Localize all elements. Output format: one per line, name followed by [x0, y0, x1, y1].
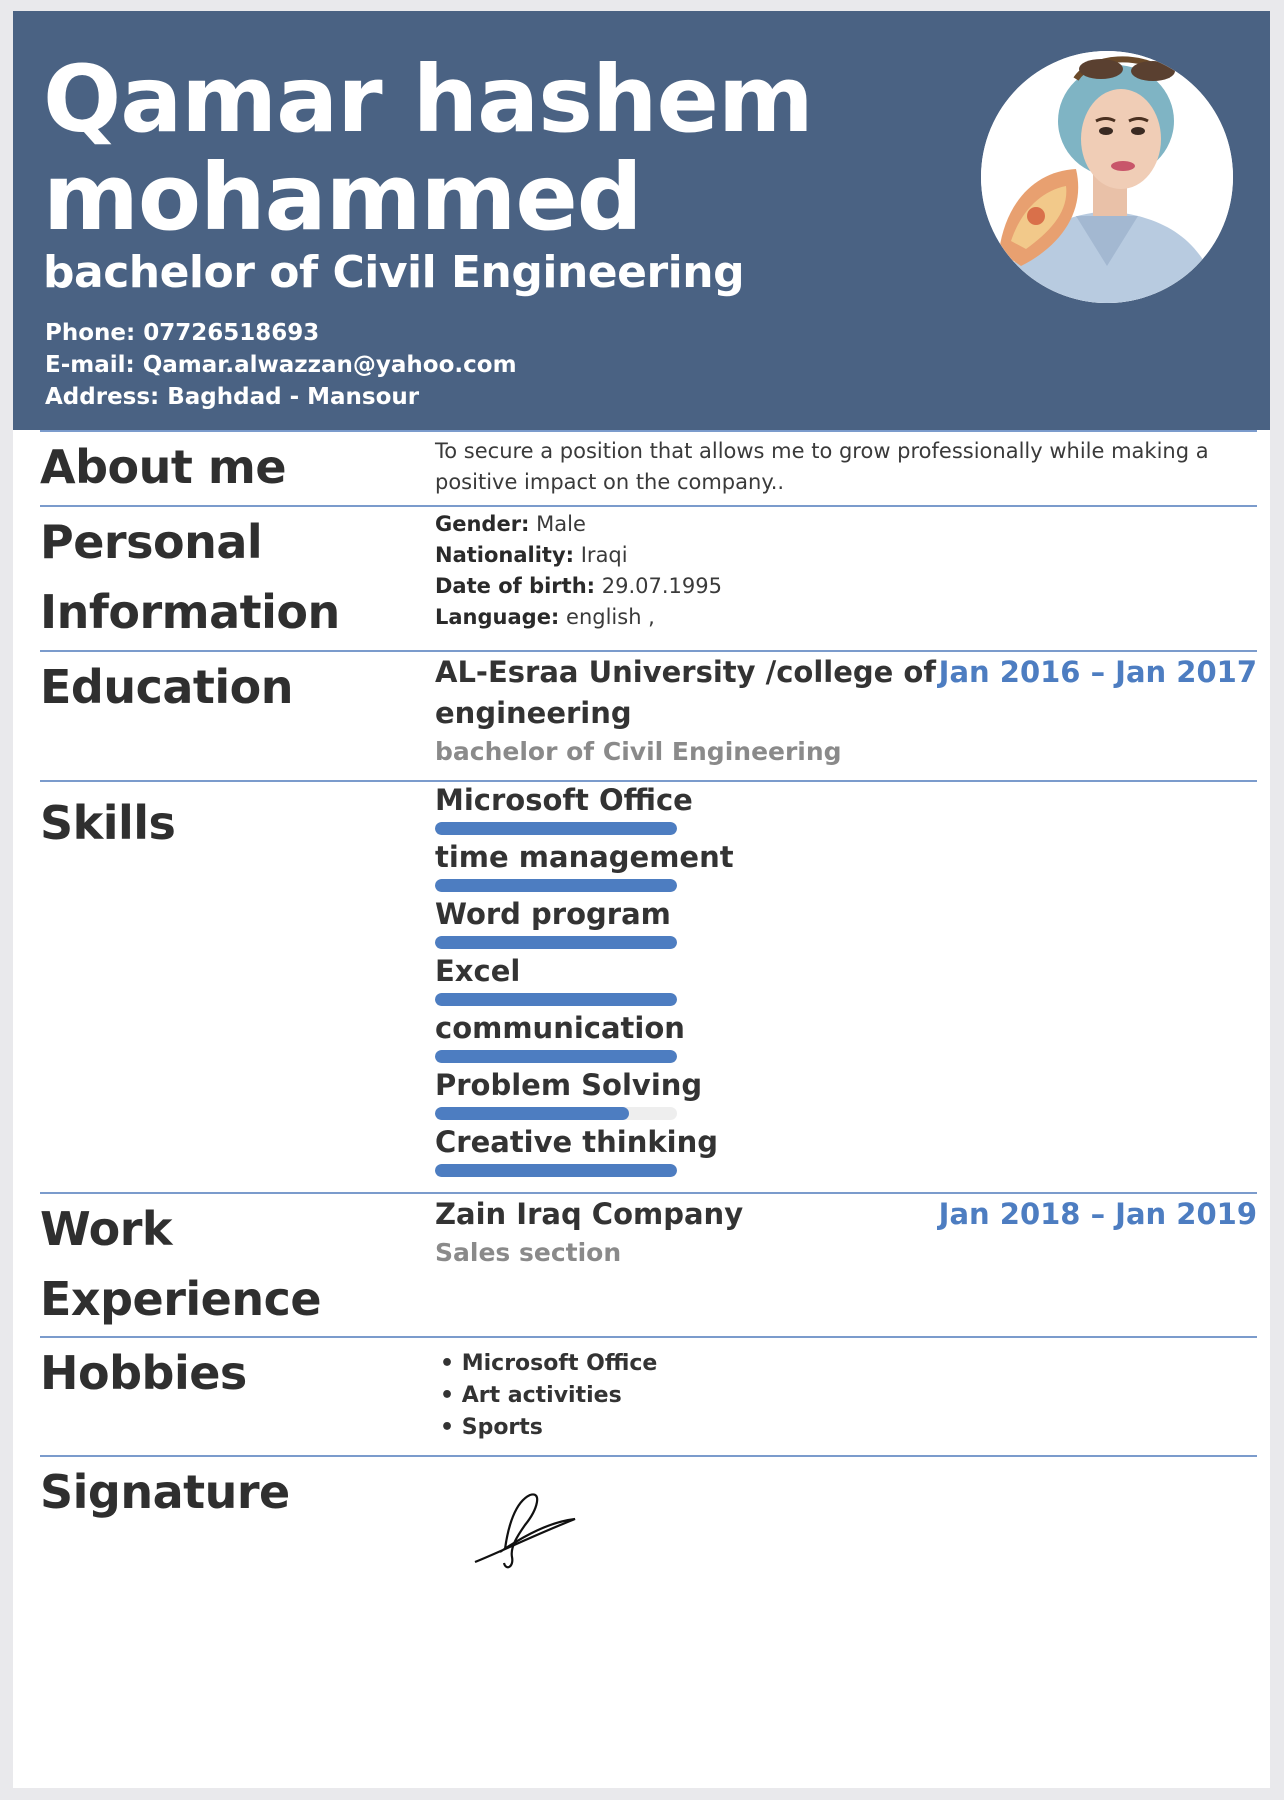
gender-line — [435, 509, 1255, 540]
skill-name: time management — [435, 840, 734, 874]
education-label: Education — [40, 660, 294, 714]
education-dates: Jan 2016 – Jan 2017 — [938, 655, 1257, 689]
work-role: Sales section — [435, 1238, 622, 1267]
skill-item — [435, 782, 735, 835]
skill-bar-fill — [435, 993, 677, 1006]
dob-key: Date of birth: — [435, 574, 596, 598]
job-title: bachelor of Civil Engineering — [43, 247, 745, 298]
contact-info — [45, 317, 517, 413]
gender-key: Gender: — [435, 512, 530, 536]
skill-bar-track — [435, 936, 677, 949]
nationality-line — [435, 540, 1255, 571]
hobby-item: • Art activities — [440, 1383, 622, 1408]
hobbies-label: Hobbies — [40, 1346, 247, 1400]
language-value: english , — [559, 605, 655, 629]
work-label — [40, 1194, 420, 1334]
handwritten-signature — [470, 1487, 590, 1577]
skill-name: Creative thinking — [435, 1125, 719, 1159]
phone: Phone: 07726518693 — [45, 320, 320, 346]
skill-name: Word program — [435, 897, 671, 931]
skills-label: Skills — [40, 796, 176, 850]
dob-line — [435, 571, 1255, 602]
school-name-line-1: AL-Esraa University /college of — [435, 655, 936, 689]
skill-name: communication — [435, 1011, 685, 1045]
resume-page — [13, 11, 1270, 1788]
skill-bar-fill — [435, 936, 677, 949]
skill-bar-track — [435, 822, 677, 835]
work-label-line-2: Experience — [40, 1272, 322, 1326]
skill-item — [435, 839, 735, 892]
skill-bar-fill — [435, 1164, 677, 1177]
education-section — [40, 650, 1257, 782]
email: E-mail: Qamar.alwazzan@yahoo.com — [45, 352, 517, 378]
hobby-item: • Sports — [440, 1415, 543, 1440]
personal-label-line-2: Information — [40, 585, 340, 639]
skill-bar-track — [435, 1164, 677, 1177]
name-line-1: Qamar hashem — [43, 46, 813, 153]
school-name-line-2: engineering — [435, 696, 632, 730]
gender-value: Male — [529, 512, 586, 536]
signature-label: Signature — [40, 1465, 290, 1519]
signature-image — [470, 1487, 590, 1581]
hobbies-list — [440, 1348, 1260, 1444]
nationality-key: Nationality: — [435, 543, 575, 567]
portrait-image — [981, 51, 1233, 303]
skill-item — [435, 953, 735, 1006]
work-dates: Jan 2018 – Jan 2019 — [938, 1197, 1257, 1231]
about-text: To secure a position that allows me to grow professionally while making a positive impact on the company.. — [435, 439, 1209, 494]
skills-section — [40, 780, 1257, 1194]
skill-name: Problem Solving — [435, 1068, 703, 1102]
profile-photo — [981, 51, 1233, 303]
skill-bar-track — [435, 1107, 677, 1120]
skill-item — [435, 1067, 735, 1120]
hobby-item: • Microsoft Office — [440, 1351, 658, 1376]
skill-bar-track — [435, 993, 677, 1006]
dob-value: 29.07.1995 — [595, 574, 722, 598]
skill-bar-fill — [435, 879, 677, 892]
language-line — [435, 602, 1255, 633]
skill-item — [435, 896, 735, 949]
about-label: About me — [40, 440, 287, 494]
company-name: Zain Iraq Company — [435, 1197, 744, 1231]
skill-bar-track — [435, 1050, 677, 1063]
skill-bar-fill — [435, 822, 677, 835]
work-label-line-1: Work — [40, 1202, 172, 1256]
personal-details — [435, 509, 1255, 633]
signature-section — [40, 1455, 1257, 1657]
full-name — [43, 46, 943, 251]
personal-label-line-1: Personal — [40, 515, 263, 569]
skill-bar-fill — [435, 1050, 677, 1063]
nationality-value: Iraqi — [574, 543, 628, 567]
personal-section — [40, 505, 1257, 652]
skill-name: Excel — [435, 954, 521, 988]
skills-list — [435, 782, 1255, 1192]
skill-item — [435, 1010, 735, 1063]
address: Address: Baghdad - Mansour — [45, 384, 420, 410]
name-line-2: mohammed — [43, 144, 642, 251]
about-section — [40, 430, 1257, 507]
personal-label — [40, 507, 420, 647]
skill-bar-track — [435, 879, 677, 892]
work-section — [40, 1192, 1257, 1338]
skill-bar-fill — [435, 1107, 629, 1120]
skill-name: Microsoft Office — [435, 783, 693, 817]
hobbies-section — [40, 1336, 1257, 1457]
degree: bachelor of Civil Engineering — [435, 737, 842, 766]
resume-header — [13, 11, 1270, 430]
language-key: Language: — [435, 605, 560, 629]
skill-item — [435, 1124, 735, 1177]
